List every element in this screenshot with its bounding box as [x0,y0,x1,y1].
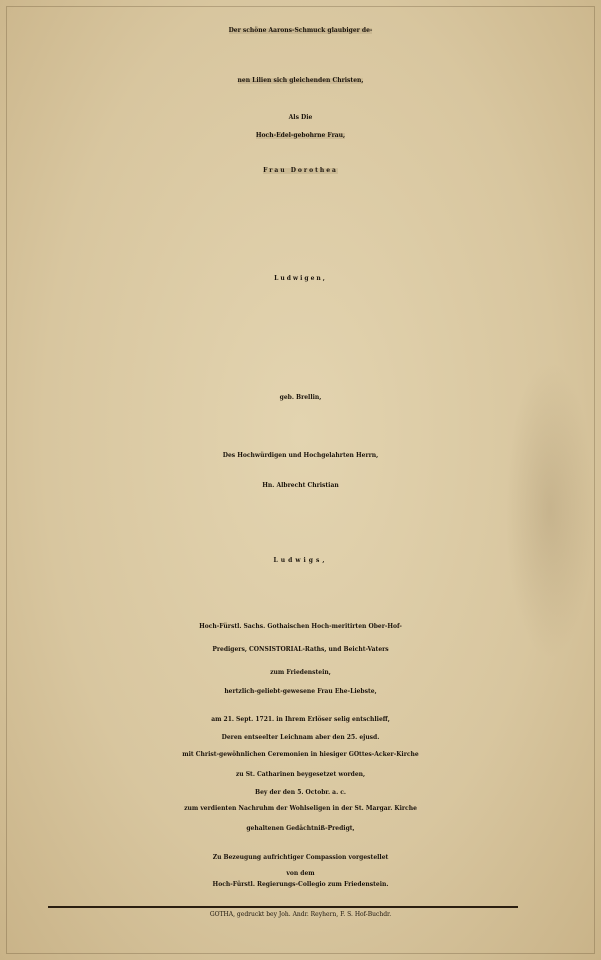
name-line-2: Ludwigen, [274,275,327,282]
title-line-3: Als Die [288,114,313,121]
husband-name-line-2: Ludwigs, [273,557,328,564]
compassion-line: Zu Bezeugung aufrichtiger Compassion vorgestellet [212,854,389,861]
husband-name-line-1: Hn. Albrecht Christian [262,482,339,489]
office-line-3: zum Friedenstein, [270,669,331,676]
office-line-2: Predigers, CONSISTORIAL-Raths, und Beicht-Vaters [212,646,389,653]
burial-date-line: Deren entseelter Leichnam aber den 25. ejusd. [221,734,380,741]
sermon-date-line: Bey der den 5. Octobr. a. c. [255,789,346,796]
ceremony-line: mit Christ-gewöhnlichen Ceremonien in hiesiger GOttes-Acker-Kirche [182,751,419,758]
imprint-line: GOTHA, gedruckt bey Joh. Andr. Reyhern, F. S. Hof-Buchdr. [209,911,392,918]
ink-bleed-ornament [505,360,595,660]
husband-title-line: Des Hochwürdigen und Hochgelahrten Herrn, [222,452,379,459]
church-line: zu St. Catharinen beygesetzet worden, [235,771,366,778]
divider-rule [48,906,518,908]
government-line: Hoch-Fürstl. Regierungs-Collegio zum Friedenstein. [212,881,389,888]
office-line-1: Hoch-Fürstl. Sachs. Gothaischen Hoch-meritirten Ober-Hof- [199,623,402,630]
title-line-1: Der schöne Aarons-Schmuck glaubiger de- [228,27,373,34]
memorial-line: zum verdienten Nachruhm der Wohlseligen in der St. Margar. Kirche [184,805,417,812]
death-date-line: am 21. Sept. 1721. in Ihrem Erlöser selig entschlieff, [211,716,390,723]
von-dem-line: von dem [286,870,315,877]
title-line-2: nen Lilien sich gleichenden Christen, [237,77,364,84]
spouse-line: hertzlich-geliebt-gewesene Frau Ehe-Liebste, [224,688,377,695]
title-line-4: Hoch-Edel-gebohrne Frau, [255,132,346,139]
name-line-1: Frau Dorothea [263,167,338,174]
birth-name-line: geb. Brellin, [279,394,322,401]
sermon-title-line: gehaltenen Gedächtniß-Predigt, [246,825,355,832]
